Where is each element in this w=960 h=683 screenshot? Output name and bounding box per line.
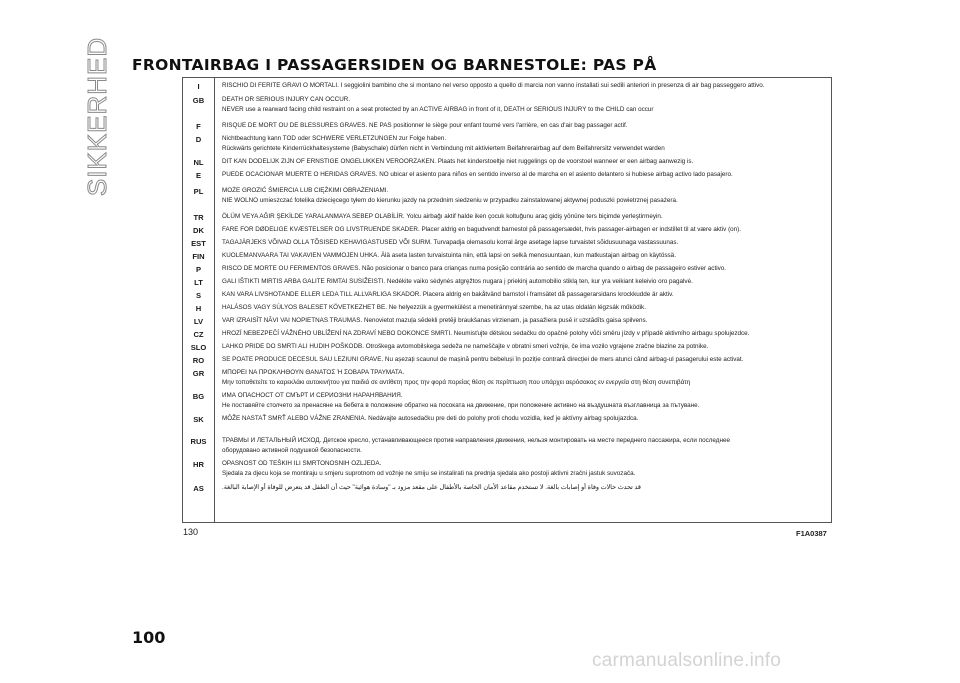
airbag-warning-label [182,77,832,523]
warning-text [214,368,831,388]
warning-text-line: FARE FOR DØDELIGE KVÆSTELSER OG LIVSTRUENDE SKADER. Placer aldrig en bagudvendt barnestol på passagersædet, hvis passager-airbagen er indstillet til at være aktiv (on). [222,226,742,233]
warning-text-line: MÔŽE NASTAŤ SMRŤ ALEBO VÁŽNE ZRANENIA. Nedávajte autosedačku pre deti do polohy proti chodu vozidla, keď je aktívny airbag spolujazdca. [222,415,639,422]
language-code: F [196,122,201,131]
label-row-slo [183,342,831,353]
warning-text-line: Не поставяйте столчето за пренасяне на бебета в положение обратно на посоката на движение, при положение активно на въздушната възглавница за пътуване. [222,402,700,409]
language-code: DK [193,226,204,235]
language-code: BG [192,392,205,401]
page-number: 100 [132,628,166,647]
language-code: LV [193,317,204,326]
warning-text [214,355,831,366]
label-row-h [183,303,831,314]
warning-text-line: ΜΠΟΡΕΙ ΝΑ ΠΡΟΚΛΗΘΟΥΝ ΘΑΝΑΤΟΣ Ή ΣΟΒΑΡΑ ΤΡΑΥΜΑΤΑ. [222,369,405,376]
warning-text [214,212,831,223]
warning-text [214,121,831,132]
label-row-gb [183,95,831,115]
warning-text-line: GALI IŠTIKTI MIRTIS ARBA GALITE RIMTAI SUSIŽEISTI. Nedėkite vaiko sėdynės atgręžtos nugara į priekinį automobilio stiklą ten, kur yra veikiant keleivio oro pagalvė. [222,278,693,285]
page-heading: FRONTAIRBAG I PASSAGERSIDEN OG BARNESTOLE: PAS PÅ [132,56,657,74]
section-side-tab-label: SIKKERHED [82,36,113,196]
warning-text [214,483,831,494]
warning-text [214,264,831,275]
warning-text-line: NIE WOLNO umieszczać fotelika dziecięcego tyłem do kierunku jazdy na przednim siedzeniu w przypadku zainstalowanej aktywnej poduszki powietrznej pasażera. [222,197,678,204]
label-row-d [183,134,831,154]
warning-text-line: KAN VARA LIVSHOTANDE ELLER LEDA TILL ALLVARLIGA SKADOR. Placera aldrig en bakåtvänd barnstol i framsätet då passagerarsidans krockkudde är aktiv. [222,291,674,298]
language-code: AS [193,484,204,493]
label-row-bg [183,391,831,411]
label-row-fin [183,251,831,262]
warning-text [214,329,831,340]
label-row-e [183,170,831,181]
label-row-f [183,121,831,132]
language-code: NL [193,158,204,167]
warning-text-line: ИМА ОПАСНОСТ ОТ СМЪРТ И СЕРИОЗНИ НАРАНЯВАНИЯ. [222,392,403,399]
label-row-hr [183,459,831,479]
label-row-lv [183,316,831,327]
warning-text-line: VAR IZRAISĪT NĀVI VAI NOPIETNAS TRAUMAS. Nenovietot mazuļa sēdekli pretēji braukšanas virzienam, ja pasažiera pusē ir uzstādīts gaisa spilvens. [222,317,648,324]
label-row-cz [183,329,831,340]
warning-text [214,95,831,115]
label-row-dk [183,225,831,236]
warning-text [214,251,831,262]
language-code: TR [193,213,204,222]
site-watermark: carmanualsonline.info [592,650,782,671]
warning-text [214,157,831,168]
language-code: EST [191,239,206,248]
language-code: HR [193,460,204,469]
warning-text-line: HALÁSOS VAGY SÚLYOS BALESET KÖVETKEZHET BE. Ne helyezzük a gyermekülést a menetiránnyal szembe, ha az utas oldalán légzsák működik. [222,304,646,311]
label-row-s [183,290,831,301]
warning-text-line: DIT KAN DODELIJK ZIJN OF ERNSTIGE ONGELUKKEN VEROORZAKEN. Plaats het kinderstoeltje niet ruggelings op de voorstoel wanneer er een airbag aanwezig is. [222,158,694,165]
warning-text-line: HROZÍ NEBEZPEČÍ VÁŽNÉHO UBLÍŽENÍ NA ZDRAVÍ NEBO DOKONCE SMRTI. Neumisťujte dětskou sedačku do opačné polohy vůči směru jízdy v případě aktivního airbagu spolujezdce. [222,330,750,337]
warning-text-line: RISQUE DE MORT OU DE BLESSURES GRAVES. NE PAS positionner le siège pour enfant tourné vers l'arrière, en cas d'air bag passager actif. [222,122,628,129]
language-code: E [195,171,202,180]
warning-text-line: SE POATE PRODUCE DECESUL SAU LEZIUNI GRAVE. Nu așezați scaunul de mașină pentru bebeluși în poziție contrară direcției de mers atunci când airbag-ul pasagerului este activat. [222,356,744,363]
warning-text [214,238,831,249]
warning-text [214,391,831,411]
language-code: LT [194,278,203,287]
language-code: SLO [190,343,207,352]
warning-text [214,290,831,301]
label-row-pl [183,186,831,206]
warning-text-line: ТРАВМЫ И ЛЕТАЛЬНЫЙ ИСХОД. Детское кресло, устанавливающееся против направления движения, нельзя монтировать на месте переднего пассажира, если последнее [222,437,730,444]
language-code: SK [193,415,204,424]
section-side-tab [82,36,113,196]
language-code: S [195,291,202,300]
warning-text [214,459,831,479]
language-code: CZ [193,330,204,339]
warning-text-line: Rückwärts gerichtete Kinderrückhaltesysteme (Babyschale) dürfen nicht in Verbindung mit aktiviertem Beifahrerairbag auf dem Beifahrersitz verwendet warden [222,145,665,152]
warning-text-line: RISCO DE MORTE OU FERIMENTOS GRAVES. Não posicionar o banco para crianças numa posição contrária ao sentido de marcha quando o airbag de passageiro estiver activo. [222,265,726,272]
warning-text [214,186,831,206]
warning-text-line: PUEDE OCACIONAR MUERTE O HERIDAS GRAVES. NO ubicar el asiento para niños en sentido inverso al de marcha en el asiento delantero si hubiese airbag activo lado pasajero. [222,171,733,178]
label-row-sk [183,414,831,425]
figure-code: F1A0387 [796,529,827,538]
warning-text-line: OPASNOST OD TEŠKIH ILI SMRTONOSNIH OZLJEDA. [222,460,382,467]
warning-text [214,277,831,288]
label-row-gr [183,368,831,388]
warning-text [214,81,831,92]
language-code: FIN [192,252,205,261]
language-code: RUS [190,437,207,446]
warning-text [214,303,831,314]
warning-text-line: Sjedala za djecu koja se montiraju u smjeru suprotnom od vožnje ne smiju se instalirati na prednja sjedala ako postoji aktivni zračni jastuk suvozača. [222,470,636,477]
label-row-tr [183,212,831,223]
label-row-i [183,81,831,92]
warning-text-line: Nichtbeachtung kann TOD oder SCHWERE VERLETZUNGEN zur Folge haben. [222,135,447,142]
warning-text [214,134,831,154]
warning-text [214,342,831,353]
label-row-est [183,238,831,249]
language-code: GR [192,369,205,378]
label-row-nl [183,157,831,168]
warning-text-line: KUOLEMANVAARA TAI VAKAVIEN VAMMOJEN UHKA. Älä aseta lasten turvaistuinta niin, että lapsi on selkä menosuuntaan, kun matkustajan airbag on käytössä. [222,252,676,259]
label-row-ro [183,355,831,366]
label-page-reference: 130 [183,527,199,537]
warning-text-line: NEVER use a rearward facing child restraint on a seat protected by an ACTIVE AIRBAG in front of it, DEATH or SERIOUS INJURY to the CHILD can occur [222,106,654,113]
language-code: RO [192,356,205,365]
warning-text [214,436,831,456]
warning-text [214,316,831,327]
label-row-lt [183,277,831,288]
warning-text-line: Μην τοποθετείτε το καρεκλάκι αυτοκινήτου για παιδιά σε αντίθετη προς την φορά πορείας θέση σε περίπτωση που υπάρχει αερόσακος εν ενεργεία στη θέση συνεπιβάτη [222,379,691,386]
warning-text-line: оборудовано активной подушкой безопасности. [222,447,362,454]
warning-text [214,170,831,181]
warning-text [214,414,831,425]
language-code: D [195,135,202,144]
language-code: I [197,82,200,91]
warning-text-line: MOŻE GROZIĆ ŚMIERCIA LUB CIĘŻKIMI OBRAŻENIAMI. [222,187,389,194]
language-code: GB [192,96,205,105]
warning-text-line: LAHKO PRIDE DO SMRTI ALI HUDIH POŠKODB. Otroškega avtomobilskega sedeža ne nameščajte v obratni smeri vožnje, če ima vozilo vgrajene zračne blazine za potnike. [222,343,709,350]
warning-text-line: ÖLÜM VEYA AĞIR ŞEKİLDE YARALANMAYA SEBEP OLABİLİR. Yolcu airbağı aktif halde iken çocuk koltuğunu araç gidiş yönüne ters biçimde yerleştirmeyin. [222,213,663,220]
warning-text-line: DEATH OR SERIOUS INJURY CAN OCCUR. [222,96,351,103]
warning-text-line: TAGAJÄRJEKS VÕIVAD OLLA TÕSISED KEHAVIGASTUSED VÕI SURM. Turvapadja olemasolu korral ärge asetage lapse turvaistet sõidusuunaga vastassuunas. [222,239,679,246]
language-code: PL [193,187,204,196]
label-row-p [183,264,831,275]
warning-text-line: قد تحدث حالات وفاة أو إصابات بالغة. لا تستخدم مقاعد الأمان الخاصة بالأطفال على مقعد مزود بـ "وسادة هوائية" حيث أن الطفل قد يتعرض للوفاة أو الإصابة البالغة. [222,484,641,491]
warning-text [214,225,831,236]
label-row-as [183,483,831,494]
label-row-rus [183,436,831,456]
language-code: H [195,304,202,313]
warning-text-line: RISCHIO DI FERITE GRAVI O MORTALI. I seggiolini bambino che si montano nel verso opposto a quello di marcia non vanno installati sui sedili anteriori in presenza di air bag passeggero attivo. [222,82,765,89]
language-code: P [195,265,202,274]
